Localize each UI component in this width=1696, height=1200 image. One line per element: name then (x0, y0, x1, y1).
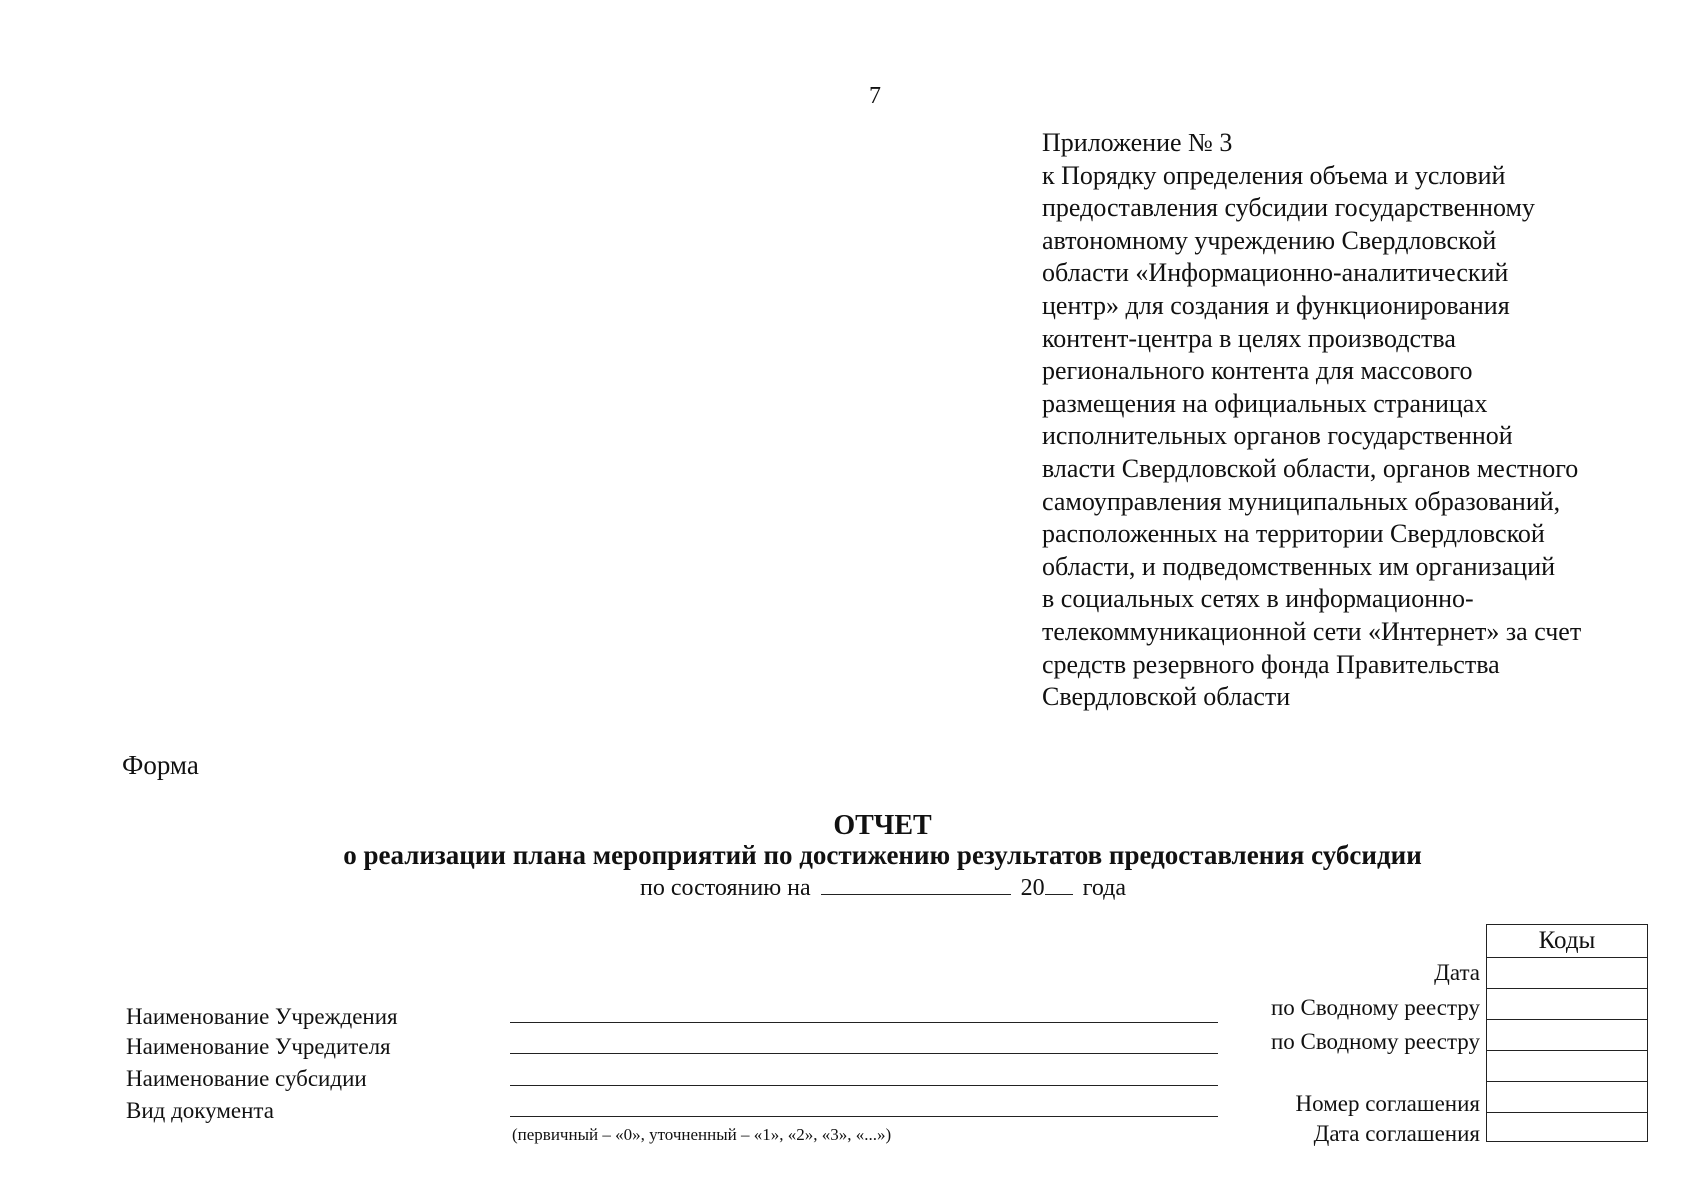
date-year-prefix: 20 (1020, 875, 1045, 901)
codes-agreement-date-label: Дата соглашения (1313, 1121, 1480, 1146)
appendix-line: размещения на официальных страницах (1042, 388, 1488, 418)
codes-agreement-number-label: Номер соглашения (1295, 1091, 1480, 1116)
appendix-line: контент-центра в целях производства (1042, 323, 1456, 353)
appendix-line: самоуправления муниципальных образований, (1042, 486, 1561, 516)
appendix-line: средств резервного фонда Правительства (1042, 649, 1500, 679)
appendix-line: области «Информационно-аналитический (1042, 258, 1509, 288)
date-blank-field[interactable] (821, 874, 1011, 895)
appendix-block (1042, 127, 1682, 714)
report-date-line (640, 874, 1126, 902)
appendix-line: центр» для создания и функционирования (1042, 290, 1510, 320)
codes-date-label: Дата (1434, 960, 1480, 985)
codes-registry-cell-1[interactable] (1487, 989, 1648, 1020)
appendix-line: к Порядку определения объема и условий (1042, 160, 1506, 190)
subsidy-field[interactable] (510, 1085, 1218, 1086)
subsidy-label: Наименование субсидии (126, 1066, 367, 1091)
institution-label: Наименование Учреждения (126, 1004, 398, 1029)
appendix-line: регионального контента для массового (1042, 356, 1473, 386)
codes-date-cell[interactable] (1487, 958, 1648, 989)
codes-registry-label-1: по Сводному реестру (1270, 995, 1480, 1020)
codes-agreement-number-cell[interactable] (1487, 1082, 1648, 1113)
appendix-line: автономному учреждению Свердловской (1042, 225, 1497, 255)
date-prefix: по состоянию на (640, 875, 811, 901)
date-suffix: года (1082, 875, 1127, 901)
doc-type-hint: (первичный – «0», уточненный – «1», «2», «3», «...») (512, 1125, 892, 1144)
codes-empty-cell[interactable] (1487, 1051, 1648, 1082)
codes-agreement-date-cell[interactable] (1487, 1113, 1648, 1142)
report-title: ОТЧЕТ (833, 810, 932, 841)
codes-registry-cell-2[interactable] (1487, 1020, 1648, 1051)
form-label: Форма (122, 750, 199, 780)
appendix-line: Свердловской области (1042, 682, 1291, 712)
codes-registry-label-2: по Сводному реестру (1270, 1029, 1480, 1054)
appendix-line: области, и подведомственных им организаций (1042, 551, 1556, 581)
appendix-line: власти Свердловской области, органов местного (1042, 453, 1579, 483)
doc-type-label: Вид документа (126, 1098, 274, 1123)
appendix-line: телекоммуникационной сети «Интернет» за счет (1042, 616, 1582, 646)
founder-field[interactable] (510, 1053, 1218, 1054)
codes-header: Коды (1487, 925, 1648, 958)
report-subtitle: о реализации плана мероприятий по достижению результатов предоставления субсидии (343, 840, 1422, 870)
codes-table (1486, 924, 1648, 1142)
institution-field[interactable] (510, 1022, 1218, 1023)
page-number: 7 (869, 83, 881, 109)
appendix-line: в социальных сетях в информационно- (1042, 584, 1474, 614)
doc-type-field[interactable] (510, 1116, 1218, 1117)
appendix-line: Приложение № 3 (1042, 128, 1233, 157)
appendix-line: расположенных на территории Свердловской (1042, 519, 1545, 549)
year-blank-field[interactable] (1045, 874, 1073, 895)
appendix-line: исполнительных органов государственной (1042, 421, 1513, 451)
appendix-line: предоставления субсидии государственному (1042, 193, 1535, 223)
founder-label: Наименование Учредителя (126, 1034, 391, 1059)
